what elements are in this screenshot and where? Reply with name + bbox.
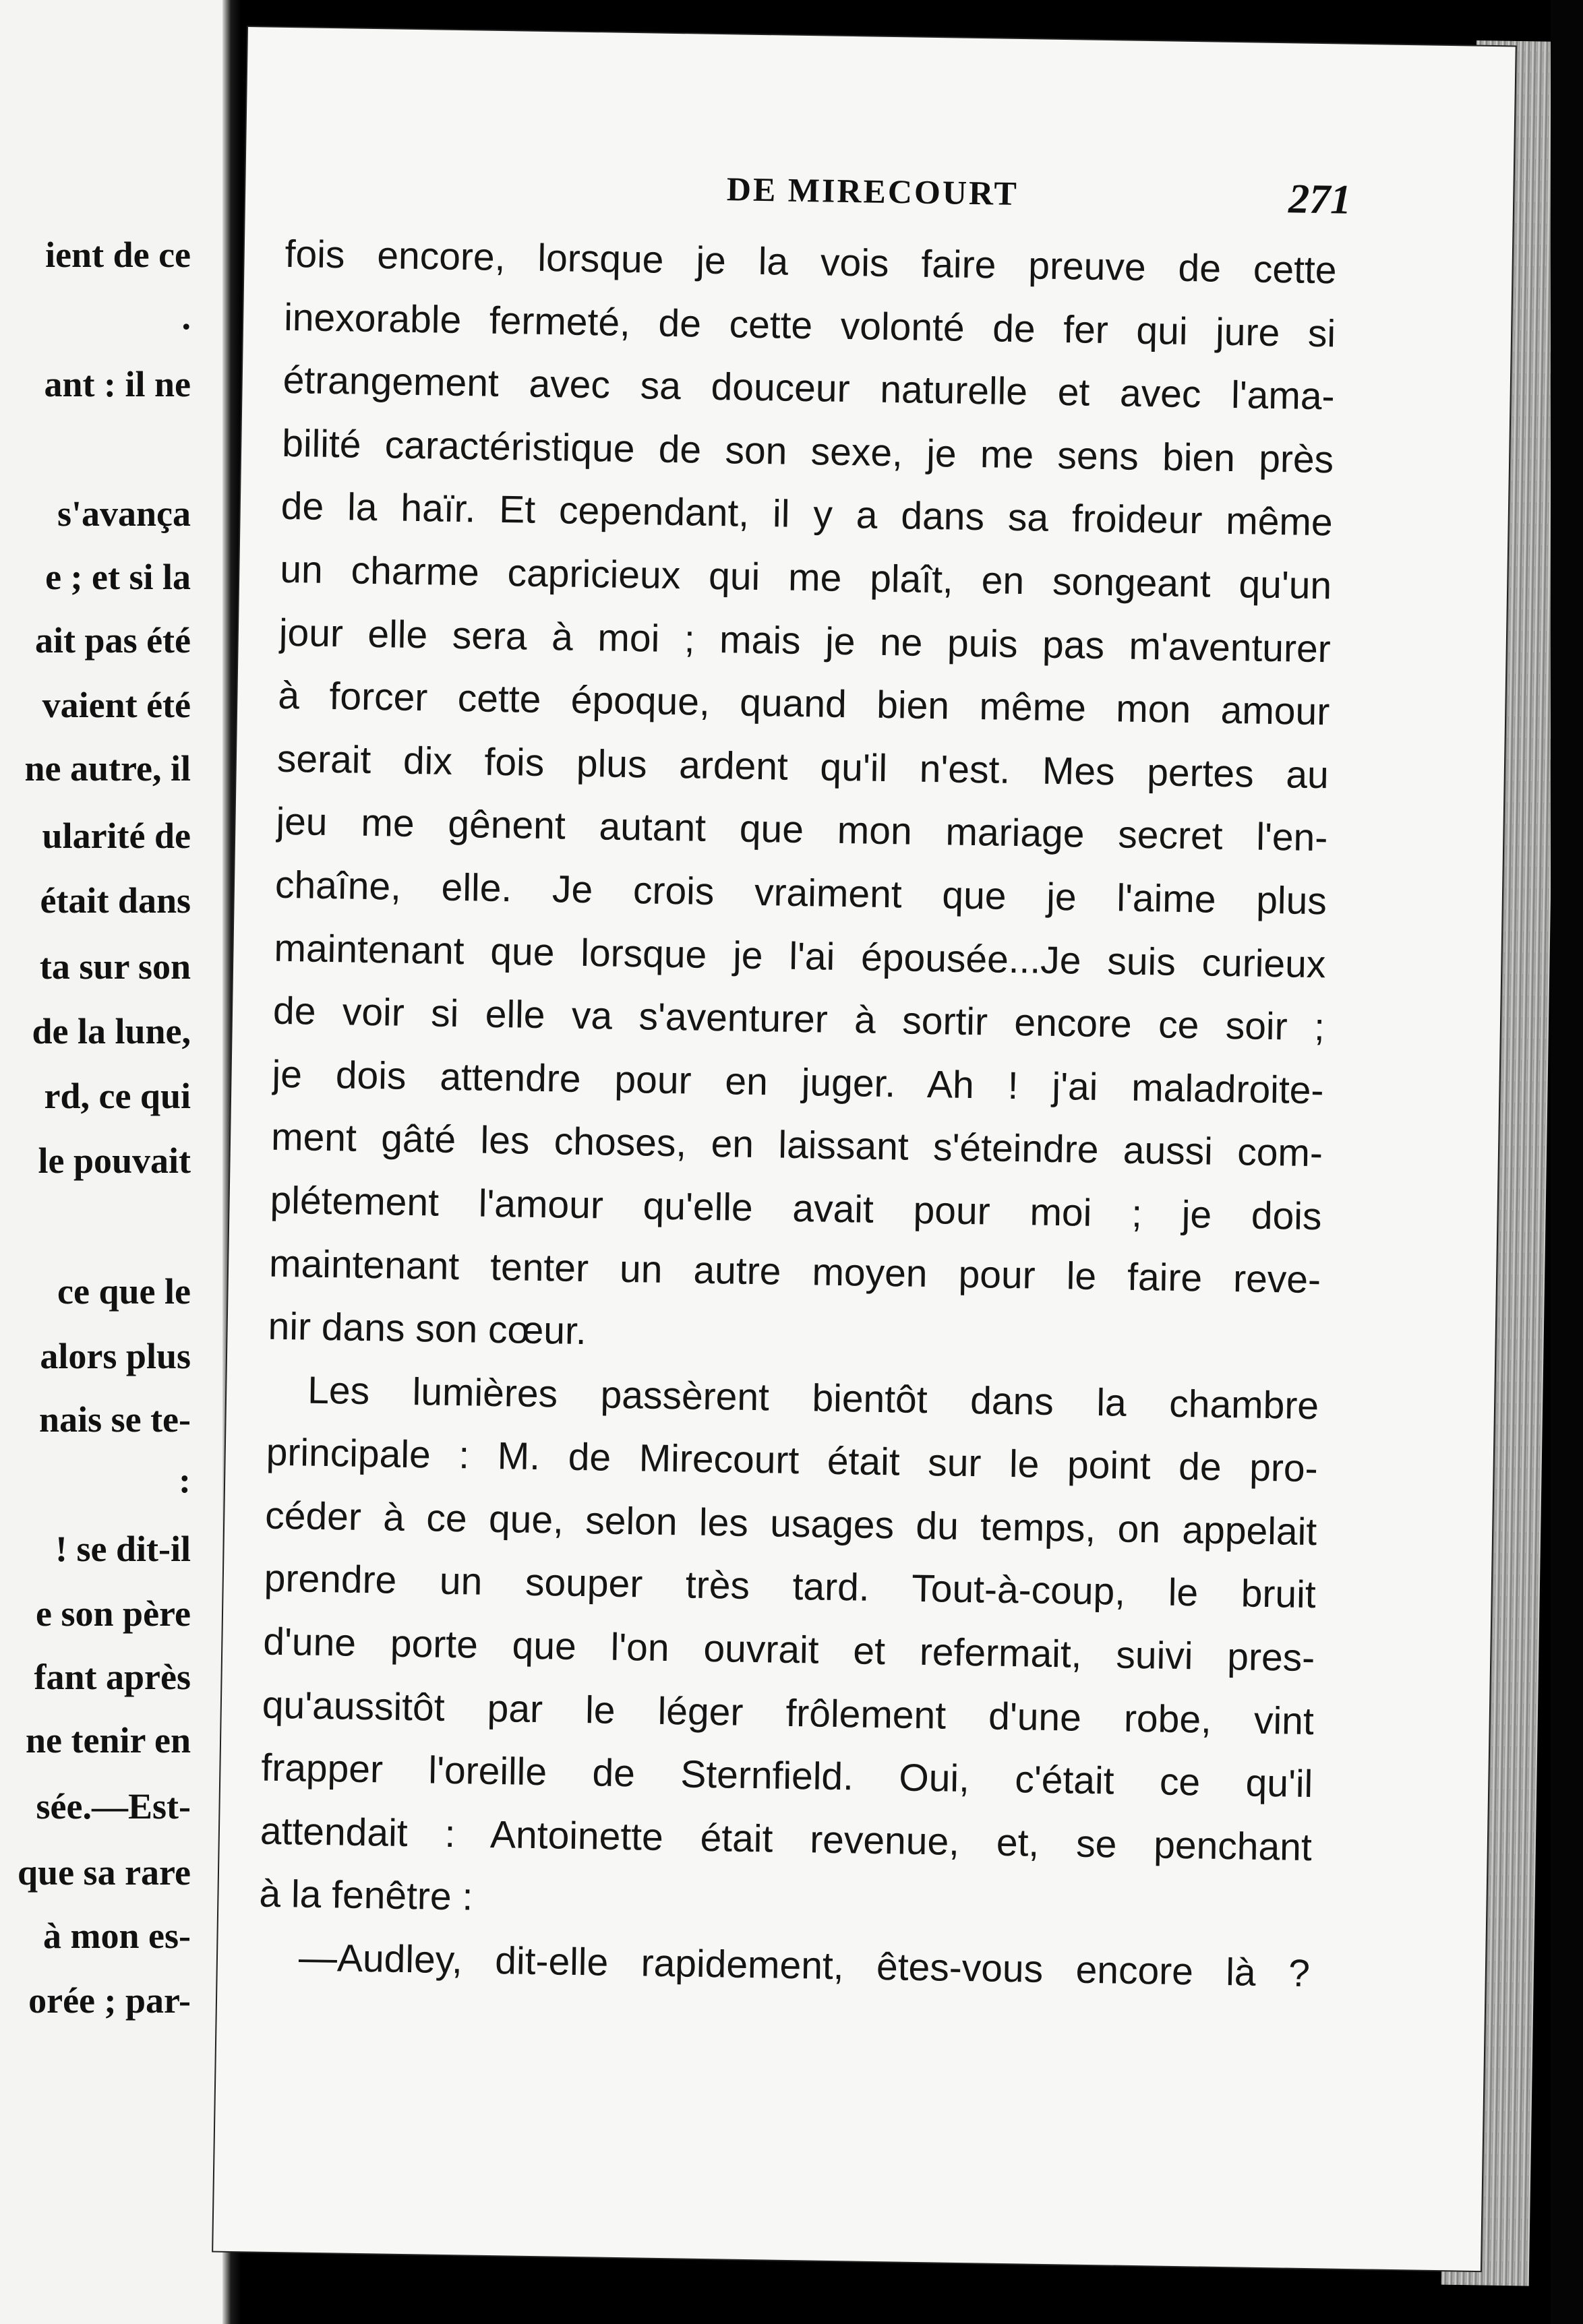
right-page [213, 27, 1516, 2271]
dialogue-line: —Audley, dit-elle rapidement, êtes-vous encore là ? [298, 1936, 1311, 1996]
text-line: qu'aussitôt par le léger frôlement d'une robe, vint [262, 1683, 1315, 1743]
left-line: ! se dit-il [55, 1529, 191, 1569]
left-line: ce que le [57, 1271, 191, 1312]
text-line: un charme capricieux qui me plaît, en songeant qu'un [279, 547, 1332, 608]
text-line: à la fenêtre : [258, 1872, 473, 1920]
text-line: je dois attendre pour en juger. Ah ! j'ai maladroite- [272, 1052, 1324, 1112]
text-line: maintenant que lorsque je l'ai épousée...Je suis curieux [274, 926, 1326, 986]
text-line: maintenant tenter un autre moyen pour le faire reve- [268, 1242, 1321, 1302]
text-line: de voir si elle va s'aventurer à sortir encore ce soir ; [272, 989, 1325, 1049]
left-line: vaient été [42, 685, 191, 725]
left-line: sée.—Est- [36, 1786, 191, 1827]
text-line: plétement l'amour qu'elle avait pour moi ; je dois [270, 1178, 1322, 1239]
text-line: prendre un souper très tard. Tout-à-coup, le bruit [264, 1557, 1317, 1617]
text-line: nir dans son cœur. [268, 1304, 587, 1353]
text-line: bilité caractéristique de son sexe, je me sens bien près [281, 421, 1334, 482]
left-line: e son père [36, 1593, 191, 1634]
left-line: alors plus [40, 1336, 191, 1376]
left-line: était dans [40, 880, 191, 921]
running-head: DE MIRECOURT [726, 170, 1019, 212]
left-line: fant après [34, 1657, 191, 1697]
text-line: chaîne, elle. Je crois vraiment que je l'aime plus [274, 863, 1327, 923]
page-header [245, 162, 1514, 236]
scan-border [1551, 0, 1583, 2324]
page-number: 271 [1288, 176, 1352, 223]
left-line: ait pas été [35, 620, 191, 661]
text-line: à forcer cette époque, quand bien même mon amour [277, 673, 1330, 734]
text-line: inexorable fermeté, de cette volonté de fer qui jure si [283, 295, 1336, 355]
text-line: ment gâté les choses, en laissant s'éteindre aussi com- [270, 1115, 1323, 1175]
left-line: ne autre, il [24, 748, 191, 789]
text-line: principale : M. de Mirecourt était sur le point de pro- [266, 1430, 1319, 1491]
left-line: : [179, 1460, 191, 1500]
paragraph-first-line: Les lumières passèrent bientôt dans la chambre [307, 1368, 1319, 1428]
left-line: ularité de [42, 816, 191, 856]
text-line: jour elle sera à moi ; mais je ne puis pas m'aventurer [278, 611, 1332, 671]
text-line: de la haïr. Et cependant, il y a dans sa froideur même [280, 485, 1334, 545]
left-line: que sa rare [18, 1852, 191, 1893]
left-line: orée ; par- [28, 1980, 191, 2021]
text-line: jeu me gênent autant que mon mariage secret l'en- [275, 800, 1328, 860]
left-line: rd, ce qui [44, 1076, 191, 1116]
text-line: étrangement avec sa douceur naturelle et avec l'ama- [282, 359, 1336, 419]
left-line: s'avança [57, 493, 191, 534]
left-line: ta sur son [39, 946, 191, 987]
left-line: ne tenir en [26, 1720, 191, 1761]
left-line: e ; et si la [45, 557, 191, 597]
left-facing-page [0, 0, 233, 2324]
left-line: à mon es- [43, 1916, 191, 1956]
left-line: . [181, 297, 191, 337]
text-line: céder à ce que, selon les usages du temps, on appelait [264, 1494, 1317, 1554]
text-line: frapper l'oreille de Sternfield. Oui, c'était ce qu'il [260, 1746, 1313, 1806]
left-line: de la lune, [32, 1011, 191, 1051]
body-text [258, 223, 1337, 2006]
left-line: ient de ce [45, 235, 191, 275]
left-line: le pouvait [38, 1140, 191, 1181]
text-line: attendait : Antoinette était revenue, et, se penchant [260, 1809, 1313, 1869]
left-line: nais se te- [39, 1399, 191, 1440]
text-line: serait dix fois plus ardent qu'il n'est. Mes pertes au [276, 737, 1330, 797]
left-line: ant : il ne [44, 364, 191, 404]
text-line: d'une porte que l'on ouvrait et refermait, suivi pres- [262, 1620, 1315, 1680]
left-page-text [0, 0, 233, 2324]
text-line: fois encore, lorsque je la vois faire preuve de cette [285, 232, 1338, 293]
